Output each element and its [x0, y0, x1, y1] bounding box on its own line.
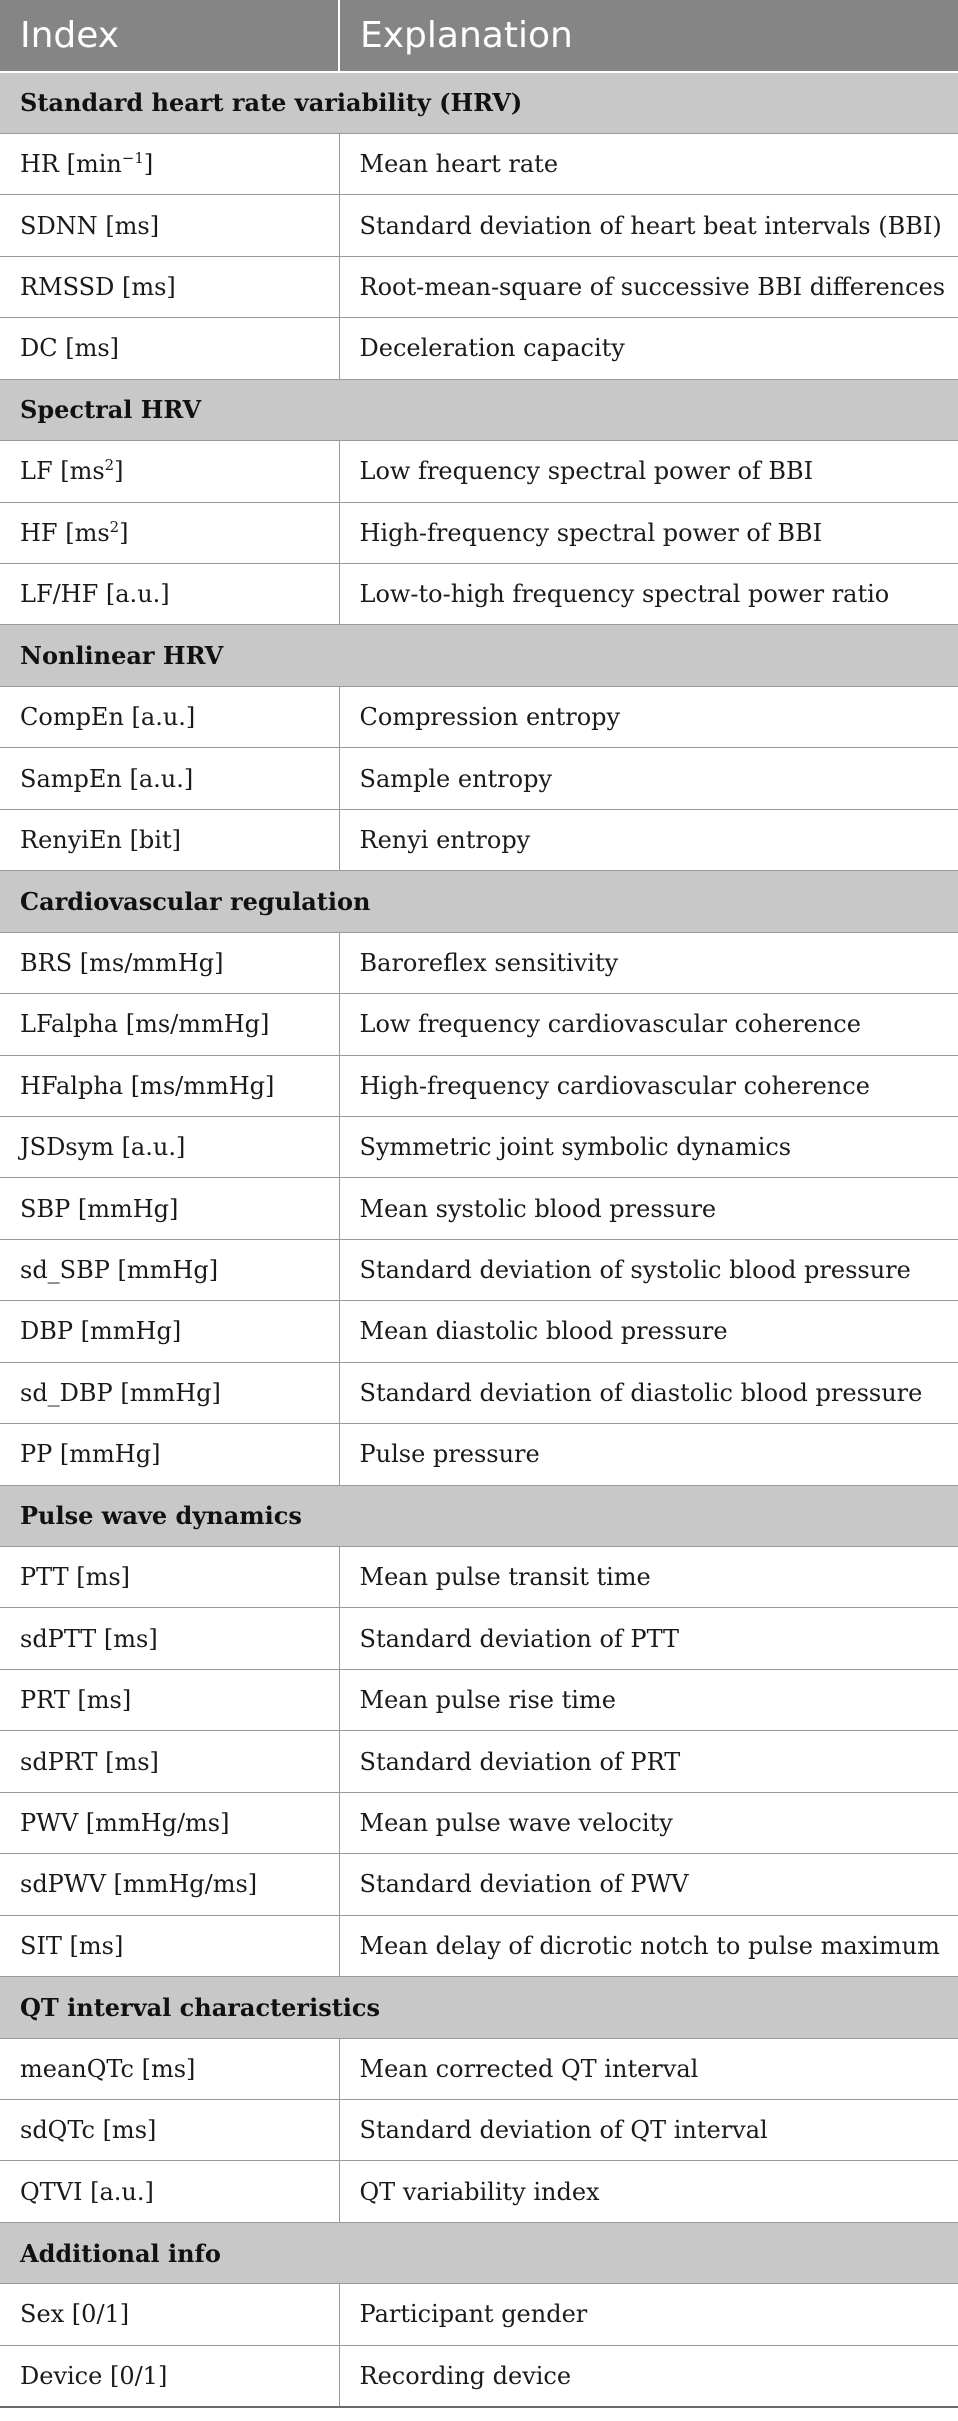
index-cell [0, 1301, 339, 1362]
section-header-row [0, 871, 958, 932]
table-row [0, 1854, 958, 1915]
explanation-cell: Participant gender [339, 2284, 958, 2345]
index-cell [0, 564, 339, 625]
explanation-cell: Standard deviation of PTT [339, 1608, 958, 1669]
explanation-cell: Mean diastolic blood pressure [339, 1301, 958, 1362]
header-index: Index [0, 0, 339, 72]
explanation-cell: Mean systolic blood pressure [339, 1178, 958, 1239]
index-text: Sex [0/1] [20, 2300, 130, 2329]
section-title: Spectral HRV [0, 379, 958, 440]
index-cell [0, 2099, 339, 2160]
index-cell [0, 2284, 339, 2345]
table-row [0, 1792, 958, 1853]
table-row [0, 318, 958, 379]
table-row [0, 502, 958, 563]
explanation-cell: Compression entropy [339, 686, 958, 747]
section-title: QT interval characteristics [0, 1977, 958, 2038]
section-title: Cardiovascular regulation [0, 871, 958, 932]
index-text: PP [mmHg] [20, 1440, 161, 1469]
index-text: SDNN [ms] [20, 211, 160, 240]
index-cell [0, 686, 339, 747]
table-row [0, 932, 958, 993]
explanation-cell: Mean pulse wave velocity [339, 1792, 958, 1853]
table-row [0, 1731, 958, 1792]
section-header-row [0, 1485, 958, 1546]
section-header-row [0, 72, 958, 133]
table-row [0, 256, 958, 317]
explanation-cell: Baroreflex sensitivity [339, 932, 958, 993]
section-title: Pulse wave dynamics [0, 1485, 958, 1546]
explanation-cell: Root-mean-square of successive BBI differences [339, 256, 958, 317]
table-row [0, 686, 958, 747]
index-text: HF [ms [20, 518, 110, 547]
index-text: RMSSD [ms] [20, 273, 176, 302]
explanation-cell: Standard deviation of systolic blood pressure [339, 1239, 958, 1300]
index-cell [0, 994, 339, 1055]
index-cell [0, 502, 339, 563]
index-cell [0, 1055, 339, 1116]
section-header-row [0, 625, 958, 686]
table-row [0, 1424, 958, 1485]
index-text: QTVI [a.u.] [20, 2177, 154, 2206]
section-title: Standard heart rate variability (HRV) [0, 72, 958, 133]
explanation-cell: Low-to-high frequency spectral power ratio [339, 564, 958, 625]
index-text: Device [0/1] [20, 2361, 168, 2390]
index-unit-exponent: 2 [104, 456, 115, 475]
index-unit-exponent: 2 [109, 517, 120, 536]
table-row [0, 564, 958, 625]
index-cell [0, 441, 339, 502]
index-text: sdQTc [ms] [20, 2116, 157, 2145]
table-row [0, 133, 958, 194]
index-cell [0, 809, 339, 870]
index-text: sdPTT [ms] [20, 1624, 158, 1653]
index-cell [0, 1424, 339, 1485]
index-text: HFalpha [ms/mmHg] [20, 1071, 275, 1100]
index-cell [0, 256, 339, 317]
index-text: LFalpha [ms/mmHg] [20, 1010, 270, 1039]
index-text: HR [min [20, 150, 122, 179]
index-text: meanQTc [ms] [20, 2054, 196, 2083]
section-header-row [0, 2222, 958, 2283]
index-cell [0, 748, 339, 809]
index-unit-close: ] [119, 518, 129, 547]
index-text: CompEn [a.u.] [20, 703, 196, 732]
index-text: BRS [ms/mmHg] [20, 948, 224, 977]
explanation-cell: Mean corrected QT interval [339, 2038, 958, 2099]
index-cell [0, 1608, 339, 1669]
table-row [0, 195, 958, 256]
table-row [0, 748, 958, 809]
index-text: LF/HF [a.u.] [20, 580, 170, 609]
index-unit-exponent: −1 [121, 149, 144, 168]
explanation-cell: Standard deviation of heart beat intervals (BBI) [339, 195, 958, 256]
index-cell [0, 318, 339, 379]
explanation-cell: QT variability index [339, 2161, 958, 2222]
table-row [0, 1915, 958, 1976]
table-row [0, 1669, 958, 1730]
table-body [0, 72, 958, 2407]
table-row [0, 809, 958, 870]
section-header-row [0, 379, 958, 440]
explanation-cell: Mean pulse transit time [339, 1547, 958, 1608]
index-text: PTT [ms] [20, 1563, 131, 1592]
index-text: sd_DBP [mmHg] [20, 1378, 221, 1407]
table-row [0, 1239, 958, 1300]
index-cell [0, 1547, 339, 1608]
index-text: PWV [mmHg/ms] [20, 1808, 230, 1837]
explanation-cell: Recording device [339, 2345, 958, 2406]
index-unit-close: ] [114, 457, 124, 486]
table-row [0, 2099, 958, 2160]
explanation-cell: Low frequency cardiovascular coherence [339, 994, 958, 1055]
table-row [0, 1055, 958, 1116]
index-cell [0, 1669, 339, 1730]
table-row [0, 441, 958, 502]
explanation-cell: Pulse pressure [339, 1424, 958, 1485]
explanation-cell: Mean delay of dicrotic notch to pulse maximum [339, 1915, 958, 1976]
explanation-cell: High-frequency cardiovascular coherence [339, 1055, 958, 1116]
section-header-row [0, 1977, 958, 2038]
explanation-cell: Standard deviation of diastolic blood pressure [339, 1362, 958, 1423]
index-cell [0, 2038, 339, 2099]
table-row [0, 994, 958, 1055]
index-cell [0, 1116, 339, 1177]
table-header-row [0, 0, 958, 72]
index-cell [0, 1731, 339, 1792]
section-title: Nonlinear HRV [0, 625, 958, 686]
index-text: JSDsym [a.u.] [20, 1133, 186, 1162]
index-unit-close: ] [143, 150, 154, 179]
table-row [0, 1608, 958, 1669]
index-cell [0, 1915, 339, 1976]
index-cell [0, 1239, 339, 1300]
index-cell [0, 932, 339, 993]
table-row [0, 2038, 958, 2099]
section-title: Additional info [0, 2222, 958, 2283]
header-explanation: Explanation [339, 0, 958, 72]
index-text: sdPRT [ms] [20, 1747, 159, 1776]
table-row [0, 1301, 958, 1362]
explanation-cell: Mean pulse rise time [339, 1669, 958, 1730]
index-text: DBP [mmHg] [20, 1317, 182, 1346]
explanation-cell: Renyi entropy [339, 809, 958, 870]
explanation-cell: Standard deviation of PWV [339, 1854, 958, 1915]
index-text: sd_SBP [mmHg] [20, 1256, 219, 1285]
explanation-cell: Mean heart rate [339, 133, 958, 194]
table-row [0, 2161, 958, 2222]
index-text: SBP [mmHg] [20, 1194, 179, 1223]
index-text: sdPWV [mmHg/ms] [20, 1870, 258, 1899]
index-text: SIT [ms] [20, 1931, 124, 1960]
table-row [0, 2345, 958, 2406]
explanation-cell: Standard deviation of PRT [339, 1731, 958, 1792]
table-row [0, 1547, 958, 1608]
table-row [0, 1362, 958, 1423]
explanation-cell: Symmetric joint symbolic dynamics [339, 1116, 958, 1177]
explanation-cell: High-frequency spectral power of BBI [339, 502, 958, 563]
explanation-cell: Deceleration capacity [339, 318, 958, 379]
index-cell [0, 1178, 339, 1239]
explanation-cell: Sample entropy [339, 748, 958, 809]
index-cell [0, 1362, 339, 1423]
index-text: DC [ms] [20, 334, 120, 363]
index-text: LF [ms [20, 457, 105, 486]
index-text: PRT [ms] [20, 1686, 132, 1715]
explanation-cell: Standard deviation of QT interval [339, 2099, 958, 2160]
table-row [0, 1178, 958, 1239]
index-text: SampEn [a.u.] [20, 764, 194, 793]
index-cell [0, 2161, 339, 2222]
index-text: RenyiEn [bit] [20, 825, 181, 854]
table-row [0, 1116, 958, 1177]
index-cell [0, 1854, 339, 1915]
index-cell [0, 1792, 339, 1853]
index-cell [0, 2345, 339, 2406]
index-cell [0, 195, 339, 256]
index-cell [0, 133, 339, 194]
explanation-cell: Low frequency spectral power of BBI [339, 441, 958, 502]
table-row [0, 2284, 958, 2345]
